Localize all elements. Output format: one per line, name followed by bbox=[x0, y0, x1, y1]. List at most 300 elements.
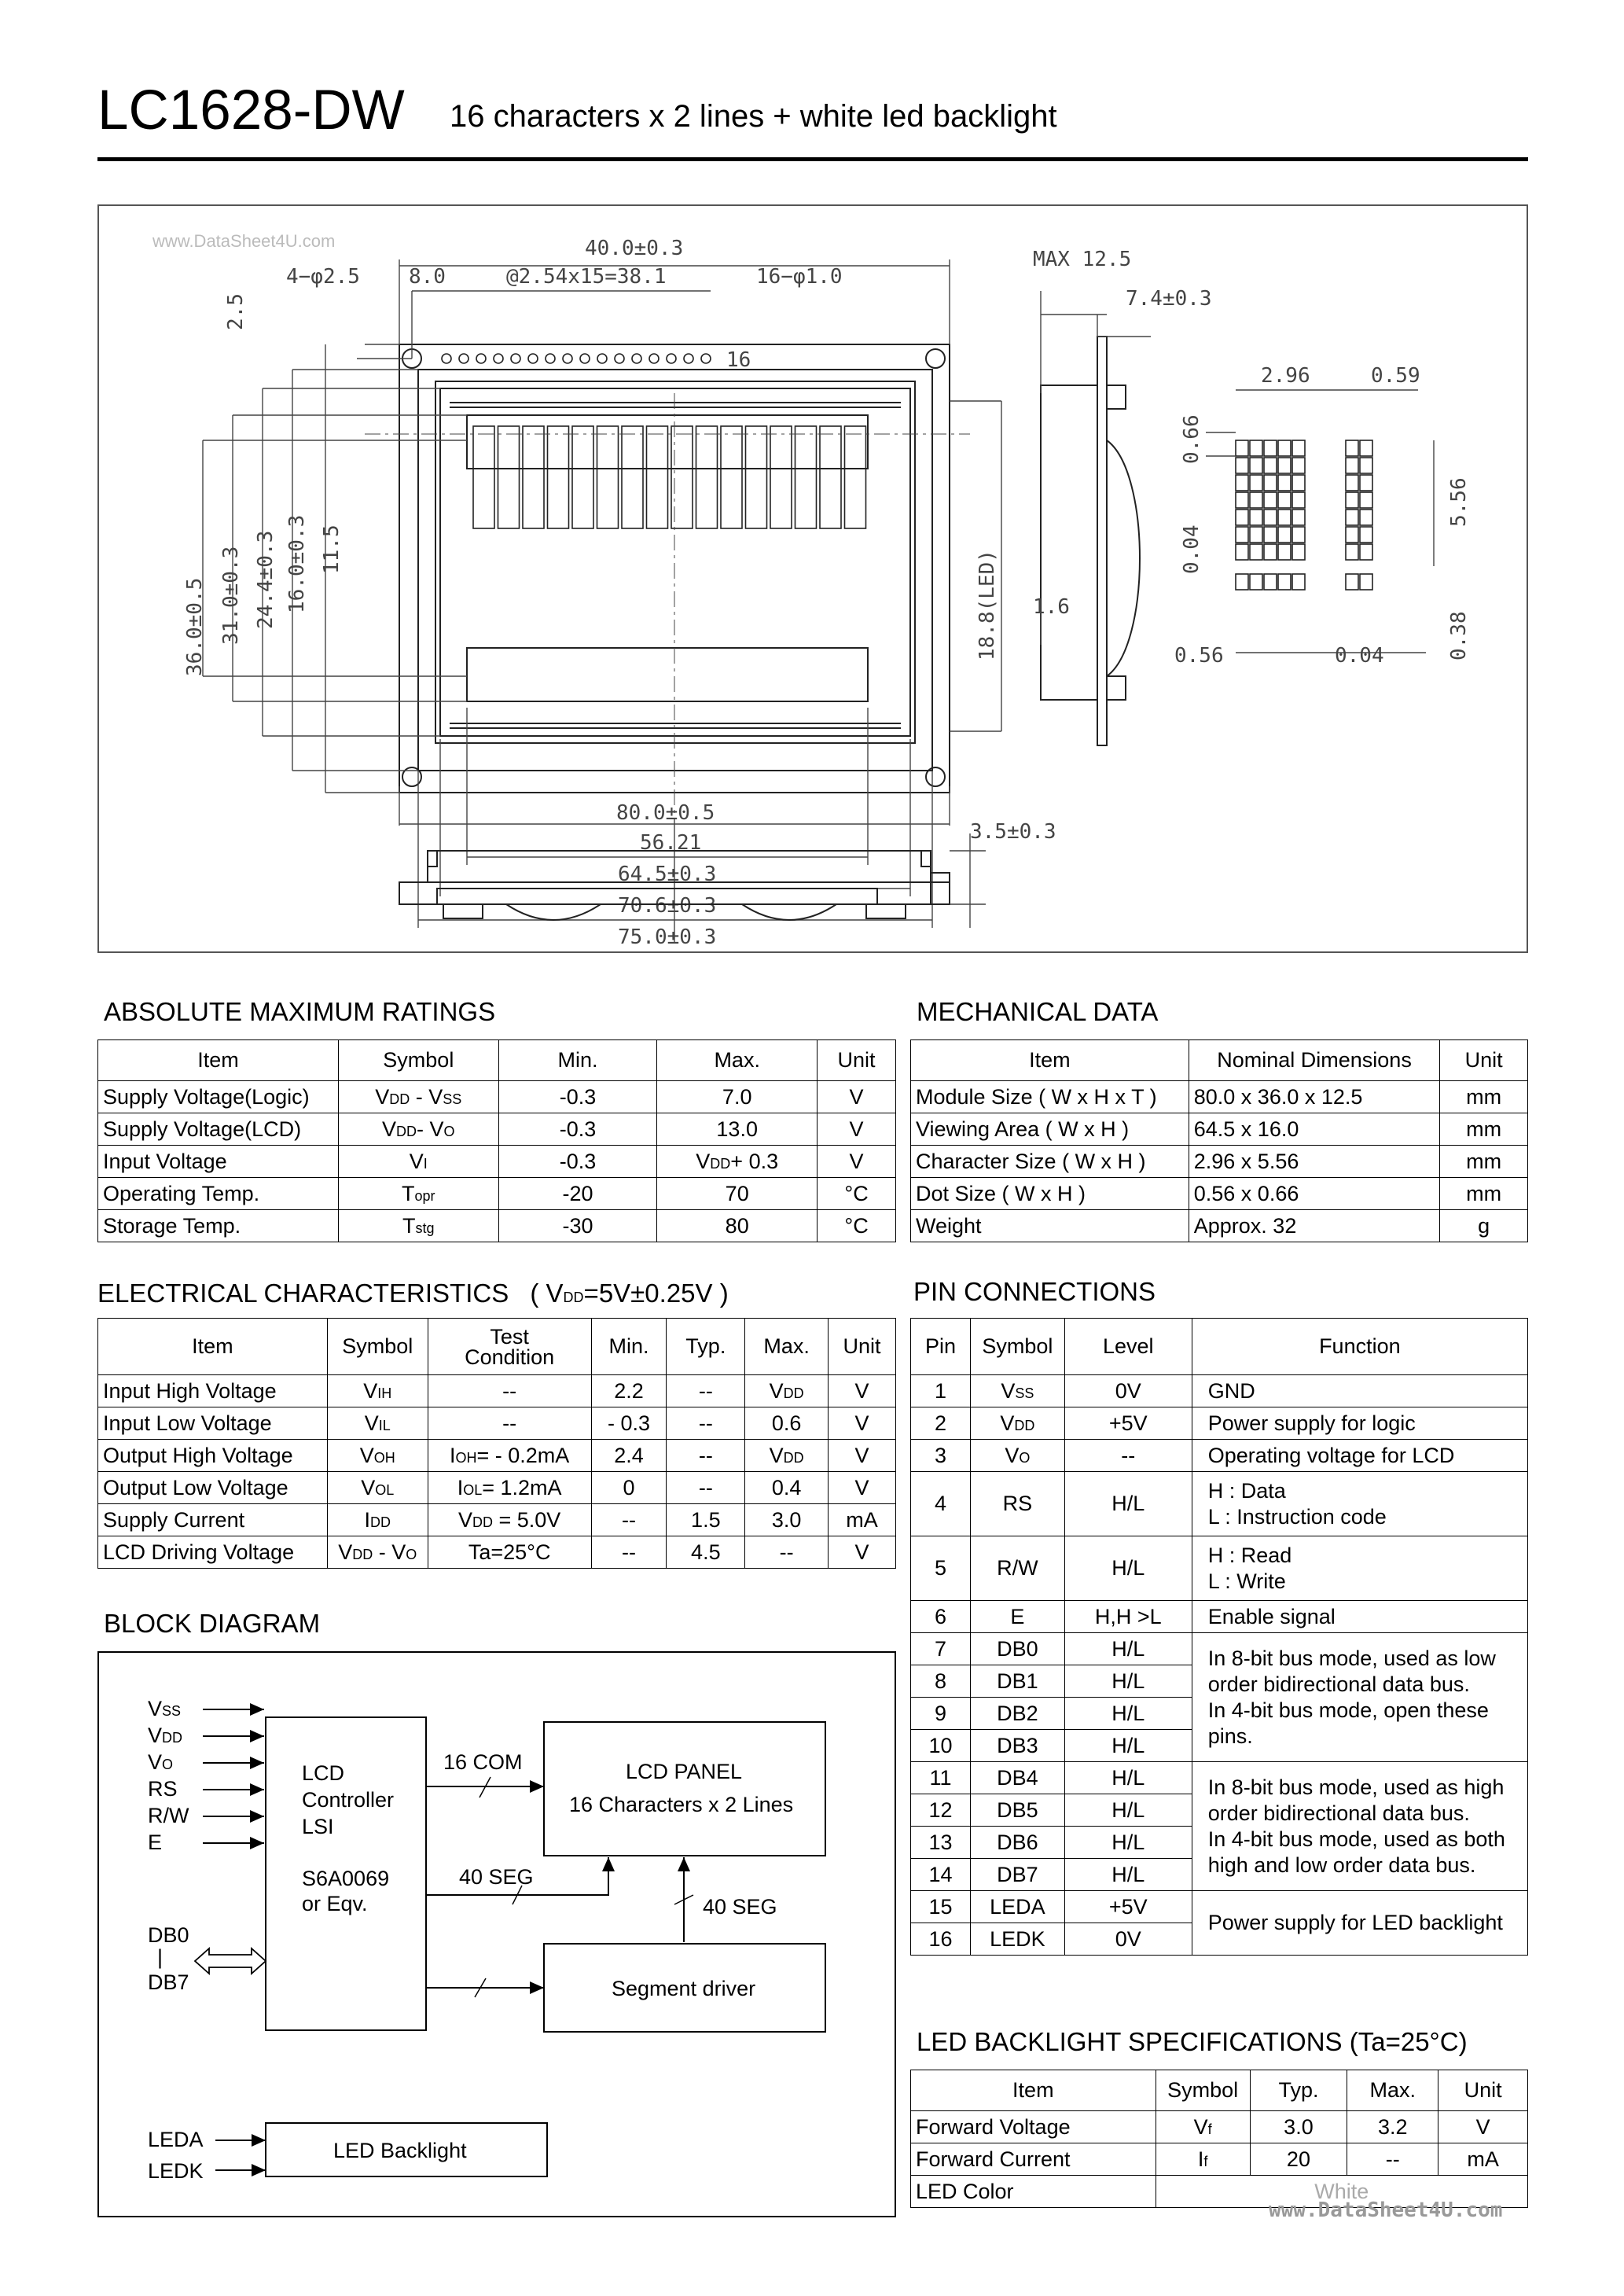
cell-pin: 16 bbox=[911, 1923, 971, 1956]
table-row bbox=[911, 1113, 1528, 1146]
table-row bbox=[911, 1210, 1528, 1242]
pcb-inner bbox=[418, 370, 932, 771]
col-typ: Typ. bbox=[667, 1319, 745, 1375]
cell-level: -- bbox=[1064, 1440, 1192, 1472]
cell-max: 0.4 bbox=[745, 1472, 829, 1504]
cursor-dot bbox=[1250, 574, 1262, 590]
pin-hole bbox=[649, 354, 659, 363]
dim-pins: 16−φ1.0 bbox=[756, 265, 843, 289]
cell-pin: 14 bbox=[911, 1859, 971, 1891]
dim-max-thickness: MAX 12.5 bbox=[1033, 248, 1132, 271]
dot-cell bbox=[1360, 440, 1372, 456]
col-max: Max. bbox=[657, 1040, 818, 1081]
dot-cell bbox=[1346, 440, 1358, 456]
pin-hole bbox=[632, 354, 641, 363]
drawing-watermark: www.DataSheet4U.com bbox=[152, 231, 336, 251]
panel-label-2: 16 Characters x 2 Lines bbox=[569, 1793, 794, 1816]
pin-hole bbox=[615, 354, 624, 363]
cell-symbol: VO bbox=[970, 1440, 1064, 1472]
table-row bbox=[911, 1536, 1528, 1601]
table-row bbox=[98, 1504, 896, 1536]
dot-cell bbox=[1236, 458, 1248, 473]
cell-symbol: DB5 bbox=[970, 1794, 1064, 1827]
cell-level: H/L bbox=[1064, 1730, 1192, 1762]
cell-unit: °C bbox=[818, 1178, 896, 1210]
dim-underline: 0.38 bbox=[1447, 611, 1471, 660]
cell-unit: mm bbox=[1440, 1081, 1528, 1113]
cell-item: Storage Temp. bbox=[98, 1210, 339, 1242]
pin-hole bbox=[580, 354, 590, 363]
cell-condition: IOH= - 0.2mA bbox=[428, 1440, 591, 1472]
cell-item: LED Color bbox=[911, 2176, 1156, 2208]
cell-unit: mA bbox=[829, 1504, 896, 1536]
cell-typ: -- bbox=[667, 1375, 745, 1407]
col-item: Item bbox=[911, 1040, 1189, 1081]
dot-cell bbox=[1264, 527, 1277, 543]
cell-unit: V bbox=[829, 1472, 896, 1504]
table-row bbox=[98, 1440, 896, 1472]
pin-hole bbox=[701, 354, 711, 363]
character-cell bbox=[746, 426, 767, 528]
function-line: Operating voltage for LCD bbox=[1207, 1443, 1455, 1467]
cell-level: H/L bbox=[1064, 1794, 1192, 1827]
cell-symbol: VOL bbox=[327, 1472, 428, 1504]
col-unit: Unit bbox=[829, 1319, 896, 1375]
cell-typ: 1.5 bbox=[667, 1504, 745, 1536]
bottom-view bbox=[97, 786, 1056, 951]
col-level: Level bbox=[1064, 1319, 1192, 1375]
pin-holes bbox=[442, 354, 711, 363]
table-row bbox=[911, 2111, 1528, 2143]
db-bar-label: | bbox=[157, 1945, 164, 1969]
cell-value: Approx. 32 bbox=[1189, 1210, 1440, 1242]
pin-hole bbox=[494, 354, 503, 363]
cell-item: Forward Current bbox=[911, 2143, 1156, 2176]
cell-condition: -- bbox=[428, 1375, 591, 1407]
cell-level: H/L bbox=[1064, 1859, 1192, 1891]
dot-cell bbox=[1236, 475, 1248, 491]
col-symbol: Symbol bbox=[338, 1040, 498, 1081]
cell-max: -- bbox=[745, 1536, 829, 1569]
col-item: Item bbox=[98, 1040, 339, 1081]
cell-unit: V bbox=[1438, 2111, 1528, 2143]
pin-hole bbox=[528, 354, 538, 363]
dot-cell bbox=[1360, 510, 1372, 525]
abs-max-table bbox=[97, 1039, 896, 1242]
dim-height-11: 11.5 bbox=[320, 524, 344, 574]
dot-cell bbox=[1264, 492, 1277, 508]
cursor-dot bbox=[1264, 574, 1277, 590]
table-row bbox=[911, 1146, 1528, 1178]
cell-function bbox=[1192, 1375, 1527, 1407]
cell-symbol: VI bbox=[338, 1146, 498, 1178]
function-line: Power supply for logic bbox=[1207, 1411, 1416, 1435]
function-line: H : Read bbox=[1207, 1543, 1292, 1567]
cell-typ: 3.0 bbox=[1250, 2111, 1347, 2143]
part-number: LC1628-DW bbox=[97, 79, 405, 142]
character-detail bbox=[1236, 440, 1372, 590]
cell-level: 0V bbox=[1064, 1375, 1192, 1407]
col-max: Max. bbox=[1347, 2070, 1438, 2111]
cell-typ: -- bbox=[667, 1440, 745, 1472]
cell-item: Output Low Voltage bbox=[98, 1472, 328, 1504]
dot-cell bbox=[1292, 492, 1305, 508]
dot-cell bbox=[1278, 458, 1291, 473]
dot-cell bbox=[1250, 510, 1262, 525]
dim-holes: 4−φ2.5 bbox=[286, 265, 360, 289]
dim-width-70: 70.6±0.3 bbox=[618, 894, 717, 918]
cell-max: 80 bbox=[657, 1210, 818, 1242]
cell-min: 2.4 bbox=[591, 1440, 667, 1472]
cell-typ: 4.5 bbox=[667, 1536, 745, 1569]
cell-max: VDD bbox=[745, 1440, 829, 1472]
cell-pin: 6 bbox=[911, 1601, 971, 1633]
cell-condition: Ta=25°C bbox=[428, 1536, 591, 1569]
cell-level: 0V bbox=[1064, 1923, 1192, 1956]
dot-cell bbox=[1346, 475, 1358, 491]
table-row bbox=[98, 1536, 896, 1569]
mech-table bbox=[910, 1039, 1528, 1242]
function-line: In 8-bit bus mode, used as high bbox=[1207, 1775, 1505, 1799]
mount-hole-br bbox=[926, 767, 945, 786]
cell-max: VDD+ 0.3 bbox=[657, 1146, 818, 1178]
elec-table bbox=[97, 1318, 896, 1569]
dim-width-56: 56.21 bbox=[640, 831, 702, 855]
cell-max: 13.0 bbox=[657, 1113, 818, 1146]
function-line: order bidirectional data bus. bbox=[1207, 1672, 1470, 1696]
dot-cell bbox=[1278, 510, 1291, 525]
cell-symbol: VDD - VSS bbox=[338, 1081, 498, 1113]
table-row bbox=[911, 1178, 1528, 1210]
cell-unit: mA bbox=[1438, 2143, 1528, 2176]
cell-item: Forward Voltage bbox=[911, 2111, 1156, 2143]
cell-typ: 20 bbox=[1250, 2143, 1347, 2176]
lcd-panel-box bbox=[544, 1722, 825, 1856]
dot-cell bbox=[1250, 458, 1262, 473]
col-item: Item bbox=[911, 2070, 1156, 2111]
cell-symbol: DB0 bbox=[970, 1633, 1064, 1665]
character-cell bbox=[770, 426, 792, 528]
cell-pin: 15 bbox=[911, 1891, 971, 1923]
dot-cell bbox=[1360, 544, 1372, 560]
function-line: high and low order data bus. bbox=[1207, 1853, 1476, 1877]
dim-pcb-thickness: 7.4±0.3 bbox=[1126, 287, 1212, 311]
cell-min: - 0.3 bbox=[591, 1407, 667, 1440]
cell-symbol: If bbox=[1156, 2143, 1250, 2176]
dot-cell bbox=[1264, 475, 1277, 491]
cell-symbol: IDD bbox=[327, 1504, 428, 1536]
table-row bbox=[911, 1407, 1528, 1440]
cell-max: 0.6 bbox=[745, 1407, 829, 1440]
dot-cell bbox=[1236, 544, 1248, 560]
cell-unit: V bbox=[829, 1375, 896, 1407]
function-line: GND bbox=[1207, 1378, 1255, 1403]
elec-title-text: ELECTRICAL CHARACTERISTICS bbox=[97, 1279, 509, 1308]
cell-min: -- bbox=[591, 1536, 667, 1569]
pins-title: PIN CONNECTIONS bbox=[913, 1277, 1156, 1306]
cell-pin: 13 bbox=[911, 1827, 971, 1859]
cell-symbol: E bbox=[970, 1601, 1064, 1633]
cell-unit: V bbox=[829, 1536, 896, 1569]
backlight-label: LED Backlight bbox=[333, 2139, 467, 2162]
dim-dot-height: 0.66 bbox=[1180, 414, 1203, 464]
table-row bbox=[911, 1375, 1528, 1407]
table-row bbox=[911, 1472, 1528, 1536]
cell-value: 0.56 x 0.66 bbox=[1189, 1178, 1440, 1210]
cell-condition: VDD = 5.0V bbox=[428, 1504, 591, 1536]
segment-driver-label: Segment driver bbox=[612, 1977, 756, 2000]
dim-dot-width: 0.56 bbox=[1174, 644, 1224, 668]
cursor-dot bbox=[1346, 574, 1358, 590]
input-label: RS bbox=[148, 1777, 178, 1801]
cell-function bbox=[1192, 1440, 1527, 1472]
table-row bbox=[911, 1633, 1528, 1665]
pin-hole bbox=[597, 354, 607, 363]
cell-symbol: DB4 bbox=[970, 1762, 1064, 1794]
cell-pin: 9 bbox=[911, 1698, 971, 1730]
cell-unit: mm bbox=[1440, 1146, 1528, 1178]
dot-cell bbox=[1360, 492, 1372, 508]
cell-pin: 4 bbox=[911, 1472, 971, 1536]
dot-cell bbox=[1278, 440, 1291, 456]
dot-cell bbox=[1278, 527, 1291, 543]
dot-cell bbox=[1236, 510, 1248, 525]
dot-cell bbox=[1264, 544, 1277, 560]
function-line: L : Instruction code bbox=[1207, 1504, 1387, 1529]
cell-item: Dot Size ( W x H ) bbox=[911, 1178, 1189, 1210]
cell-pin: 1 bbox=[911, 1375, 971, 1407]
cell-unit: g bbox=[1440, 1210, 1528, 1242]
cell-value: 2.96 x 5.56 bbox=[1189, 1146, 1440, 1178]
cell-item: Supply Voltage(Logic) bbox=[98, 1081, 339, 1113]
cell-unit: mm bbox=[1440, 1178, 1528, 1210]
dim-char-height: 5.56 bbox=[1447, 477, 1471, 527]
cell-min: 0 bbox=[591, 1472, 667, 1504]
pin-hole bbox=[442, 354, 451, 363]
elec-title bbox=[97, 1279, 729, 1308]
mech-title: MECHANICAL DATA bbox=[917, 997, 1159, 1026]
cell-symbol: R/W bbox=[970, 1536, 1064, 1601]
character-cell bbox=[696, 426, 718, 528]
dot-cell bbox=[1264, 440, 1277, 456]
cell-symbol: LEDK bbox=[970, 1923, 1064, 1956]
cell-condition: IOL= 1.2mA bbox=[428, 1472, 591, 1504]
pin-hole bbox=[667, 354, 676, 363]
table-row bbox=[911, 1601, 1528, 1633]
seg-label-2: 40 SEG bbox=[703, 1895, 777, 1919]
dot-cell bbox=[1292, 475, 1305, 491]
ledk-label: LEDK bbox=[148, 2159, 204, 2183]
character-cell bbox=[795, 426, 817, 528]
character-cell bbox=[572, 426, 593, 528]
character-cell bbox=[622, 426, 643, 528]
cell-pin: 3 bbox=[911, 1440, 971, 1472]
cell-max: 3.2 bbox=[1347, 2111, 1438, 2143]
cell-symbol: VDD bbox=[970, 1407, 1064, 1440]
cursor-dot bbox=[1278, 574, 1291, 590]
dim-height-36: 36.0±0.5 bbox=[183, 577, 207, 676]
function-line: In 4-bit bus mode, used as both bbox=[1207, 1827, 1505, 1851]
footer-watermark: www.DataSheet4U.com bbox=[1269, 2198, 1503, 2222]
table-row bbox=[911, 1081, 1528, 1113]
line2-frame bbox=[467, 648, 868, 701]
cell-symbol: RS bbox=[970, 1472, 1064, 1536]
function-line: Enable signal bbox=[1207, 1604, 1336, 1628]
cell-max: 3.0 bbox=[745, 1504, 829, 1536]
elec-condition: ( VDD=5V±0.25V ) bbox=[530, 1279, 729, 1308]
cursor-dot bbox=[1292, 574, 1305, 590]
cell-min: -0.3 bbox=[498, 1146, 657, 1178]
cell-pin: 10 bbox=[911, 1730, 971, 1762]
block-diagram bbox=[97, 1651, 896, 2217]
col-unit: Unit bbox=[818, 1040, 896, 1081]
cell-min: -0.3 bbox=[498, 1113, 657, 1146]
page-subtitle: 16 characters x 2 lines + white led backlight bbox=[450, 99, 1057, 134]
cell-item: LCD Driving Voltage bbox=[98, 1536, 328, 1569]
header-rule bbox=[97, 157, 1528, 161]
col-unit: Unit bbox=[1438, 2070, 1528, 2111]
dim-width-64: 64.5±0.3 bbox=[618, 863, 717, 886]
cell-level: +5V bbox=[1064, 1407, 1192, 1440]
col-max: Max. bbox=[745, 1319, 829, 1375]
cell-level: H/L bbox=[1064, 1633, 1192, 1665]
cell-item: Viewing Area ( W x H ) bbox=[911, 1113, 1189, 1146]
cell-function bbox=[1192, 1407, 1527, 1440]
character-cell bbox=[498, 426, 520, 528]
pin-hole bbox=[563, 354, 572, 363]
cell-level: H/L bbox=[1064, 1472, 1192, 1536]
dim-dot-gap-h: 0.04 bbox=[1335, 644, 1384, 668]
dot-cell bbox=[1292, 510, 1305, 525]
dim-offset: 8.0 bbox=[409, 265, 446, 289]
cell-unit: V bbox=[829, 1440, 896, 1472]
cell-symbol: VDD- VO bbox=[338, 1113, 498, 1146]
table-row bbox=[98, 1472, 896, 1504]
leda-label: LEDA bbox=[148, 2128, 204, 2151]
cell-pin: 12 bbox=[911, 1794, 971, 1827]
cell-pin: 5 bbox=[911, 1536, 971, 1601]
dot-cell bbox=[1360, 527, 1372, 543]
cell-symbol: LEDA bbox=[970, 1891, 1064, 1923]
dim-width-top: 40.0±0.3 bbox=[585, 237, 684, 260]
cell-item: Supply Current bbox=[98, 1504, 328, 1536]
pin-hole bbox=[476, 354, 486, 363]
cell-symbol: DB3 bbox=[970, 1730, 1064, 1762]
character-cell bbox=[647, 426, 668, 528]
col-unit: Unit bbox=[1440, 1040, 1528, 1081]
function-line: order bidirectional data bus. bbox=[1207, 1801, 1470, 1825]
pin-table bbox=[910, 1318, 1528, 1956]
pin-hole bbox=[459, 354, 468, 363]
cell-max: VDD bbox=[745, 1375, 829, 1407]
cell-value: 80.0 x 36.0 x 12.5 bbox=[1189, 1081, 1440, 1113]
col-symbol: Symbol bbox=[970, 1319, 1064, 1375]
function-line: In 8-bit bus mode, used as low bbox=[1207, 1646, 1496, 1670]
cell-item: Supply Voltage(LCD) bbox=[98, 1113, 339, 1146]
dot-cell bbox=[1346, 510, 1358, 525]
function-line: In 4-bit bus mode, open these bbox=[1207, 1698, 1489, 1722]
cell-function bbox=[1192, 1762, 1527, 1891]
dot-cell bbox=[1346, 458, 1358, 473]
character-cell bbox=[473, 426, 494, 528]
pin-hole bbox=[684, 354, 693, 363]
cell-unit: V bbox=[829, 1407, 896, 1440]
cell-min: 2.2 bbox=[591, 1375, 667, 1407]
table-row bbox=[98, 1146, 896, 1178]
cell-symbol: VIH bbox=[327, 1375, 428, 1407]
cell-pin: 7 bbox=[911, 1633, 971, 1665]
cell-item: Weight bbox=[911, 1210, 1189, 1242]
cell-pin: 11 bbox=[911, 1762, 971, 1794]
table-row bbox=[911, 1762, 1528, 1794]
dim-pitch: @2.54x15=38.1 bbox=[506, 265, 667, 289]
dot-cell bbox=[1292, 440, 1305, 456]
dot-cell bbox=[1346, 527, 1358, 543]
cell-function bbox=[1192, 1633, 1527, 1762]
table-row bbox=[98, 1081, 896, 1113]
character-cell bbox=[820, 426, 841, 528]
dot-cell bbox=[1346, 544, 1358, 560]
dot-cell bbox=[1292, 527, 1305, 543]
cell-function bbox=[1192, 1536, 1527, 1601]
dim-side-thickness: 1.6 bbox=[1033, 595, 1070, 619]
cell-max: -- bbox=[1347, 2143, 1438, 2176]
dot-cell bbox=[1236, 527, 1248, 543]
col-typ: Typ. bbox=[1250, 2070, 1347, 2111]
module-side-view bbox=[1041, 337, 1140, 745]
cell-max: 70 bbox=[657, 1178, 818, 1210]
dim-bottom-height: 3.5±0.3 bbox=[970, 820, 1056, 844]
cell-unit: V bbox=[818, 1081, 896, 1113]
mount-hole-tr bbox=[926, 349, 945, 368]
cell-symbol: Tstg bbox=[338, 1210, 498, 1242]
dot-cell bbox=[1292, 544, 1305, 560]
dim-dot-gap-v: 0.04 bbox=[1180, 524, 1203, 574]
dim-height-31: 31.0±0.3 bbox=[219, 546, 243, 645]
cell-unit: V bbox=[818, 1146, 896, 1178]
cell-level: H/L bbox=[1064, 1762, 1192, 1794]
cell-symbol: DB6 bbox=[970, 1827, 1064, 1859]
function-line: H : Data bbox=[1207, 1478, 1286, 1503]
cell-symbol: VIL bbox=[327, 1407, 428, 1440]
cell-max: 7.0 bbox=[657, 1081, 818, 1113]
dim-height-24: 24.4±0.3 bbox=[254, 530, 277, 629]
cell-level: H/L bbox=[1064, 1665, 1192, 1698]
table-row bbox=[98, 1210, 896, 1242]
dim-width-80: 80.0±0.5 bbox=[616, 801, 715, 825]
cell-item: Character Size ( W x H ) bbox=[911, 1146, 1189, 1178]
table-row bbox=[98, 1375, 896, 1407]
abs-max-title: ABSOLUTE MAXIMUM RATINGS bbox=[104, 997, 496, 1026]
cell-symbol: Topr bbox=[338, 1178, 498, 1210]
dot-cell bbox=[1250, 440, 1262, 456]
cursor-dot bbox=[1360, 574, 1372, 590]
cell-unit: V bbox=[818, 1113, 896, 1146]
cell-item: Output High Voltage bbox=[98, 1440, 328, 1472]
col-dimensions: Nominal Dimensions bbox=[1189, 1040, 1440, 1081]
input-label: VO bbox=[148, 1750, 174, 1774]
input-label: R/W bbox=[148, 1804, 189, 1827]
cell-symbol: VSS bbox=[970, 1375, 1064, 1407]
cell-function bbox=[1192, 1891, 1527, 1956]
dim-width-75: 75.0±0.3 bbox=[618, 925, 717, 949]
db0-label: DB0 bbox=[148, 1923, 189, 1947]
cell-symbol: Vf bbox=[1156, 2111, 1250, 2143]
col-item: Item bbox=[98, 1319, 328, 1375]
led-title: LED BACKLIGHT SPECIFICATIONS (Ta=25°C) bbox=[917, 2027, 1468, 2056]
dim-pin16: 16 bbox=[726, 348, 751, 372]
ctrl-label-2: Controller bbox=[302, 1788, 395, 1812]
